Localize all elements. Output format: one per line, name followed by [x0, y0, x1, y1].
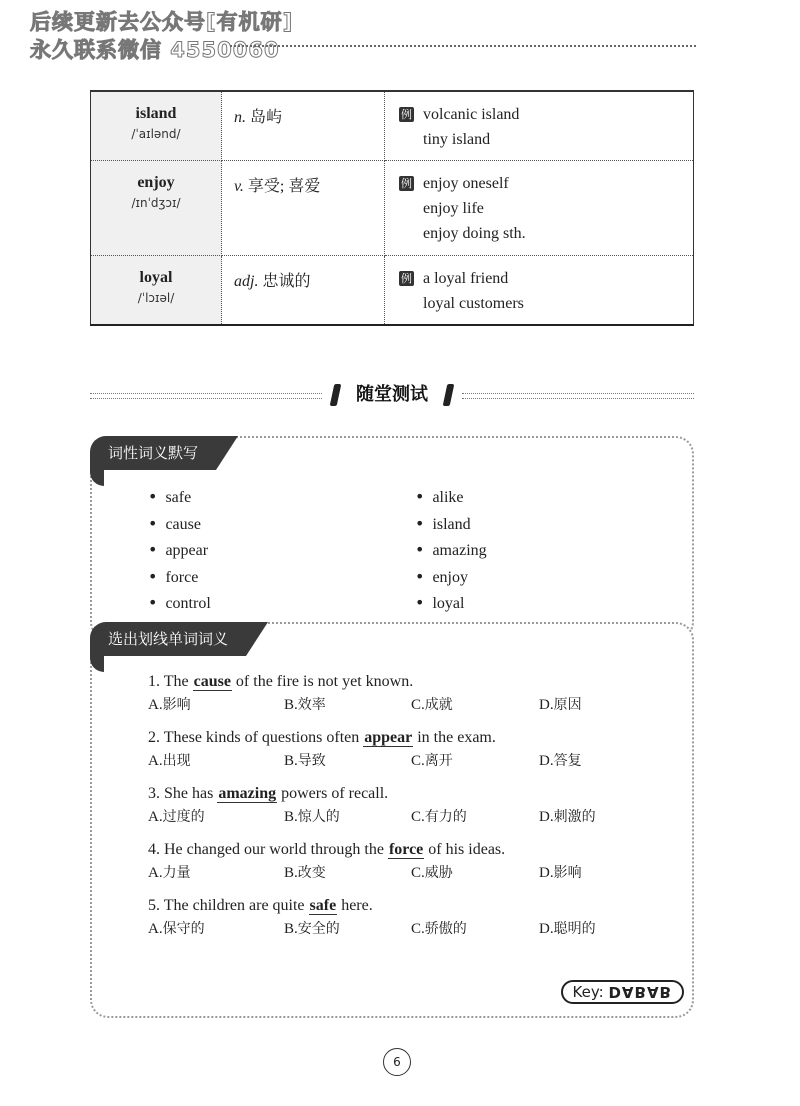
question: 5. The children are quite safe here. A.保守的 B.安全的 C.骄傲的 D.聪明的	[148, 895, 668, 941]
underlined-word: appear	[364, 729, 413, 746]
example: tiny island	[423, 131, 491, 148]
table-row	[91, 161, 694, 256]
examples-cell	[385, 161, 694, 256]
list-item: • force	[148, 564, 211, 591]
list-item: • alike	[415, 484, 487, 511]
list-item: • appear	[148, 537, 211, 564]
title-rule-right	[462, 393, 694, 399]
meaning-cell	[222, 256, 385, 326]
answer-key	[561, 980, 685, 1004]
meaning-cell	[222, 161, 385, 256]
list-item: • loyal	[415, 590, 487, 617]
option-c: C.威胁	[411, 865, 453, 881]
option-d: D.聪明的	[539, 921, 596, 937]
meaning: 岛屿	[250, 109, 283, 126]
watermark-line-2: 永久联系微信 4550060	[30, 38, 280, 62]
option-c: C.离开	[411, 753, 453, 769]
panel-tab: 选出划线单词词义	[90, 622, 246, 656]
option-d: D.刺激的	[539, 809, 596, 825]
examples-cell	[385, 91, 694, 161]
multiple-choice-panel	[90, 622, 694, 1018]
option-a: A.过度的	[148, 809, 205, 825]
underlined-word: force	[388, 841, 424, 858]
watermark	[30, 8, 293, 64]
option-c: C.有力的	[411, 809, 467, 825]
part-of-speech: v.	[234, 178, 244, 195]
list-item: • island	[415, 511, 487, 538]
phonetic: /ˈaɪlənd/	[131, 127, 181, 141]
question-list	[148, 671, 668, 951]
word: loyal	[139, 269, 173, 286]
list-item: • safe	[148, 484, 211, 511]
word-cell	[91, 256, 222, 326]
phonetic: /ˈlɔɪəl/	[137, 291, 175, 305]
option-b: B.惊人的	[284, 809, 340, 825]
meaning-cell	[222, 91, 385, 161]
meaning: 享受; 喜爱	[247, 178, 321, 195]
example-tag-icon: 例	[401, 272, 412, 285]
list-item: • control	[148, 590, 211, 617]
example: volcanic island	[423, 106, 520, 123]
example: a loyal friend	[423, 270, 509, 287]
word-list-right	[415, 484, 487, 617]
option-b: B.导致	[284, 753, 326, 769]
underlined-word: safe	[309, 897, 337, 914]
panel-tab: 词性词义默写	[90, 436, 216, 470]
question: 1. The cause of the fire is not yet known. A.影响 B.效率 C.成就 D.原因	[148, 671, 668, 717]
part-of-speech: adj.	[234, 273, 259, 290]
option-a: A.保守的	[148, 921, 205, 937]
header-rule	[230, 45, 696, 47]
examples-cell	[385, 256, 694, 326]
vocab-dictation-panel	[90, 436, 694, 640]
example: enjoy doing sth.	[423, 225, 526, 242]
list-item: • cause	[148, 511, 211, 538]
answer-key-value: DABAB	[608, 983, 672, 1001]
option-d: D.原因	[539, 697, 582, 713]
option-d: D.答复	[539, 753, 582, 769]
word-cell	[91, 161, 222, 256]
option-b: B.安全的	[284, 921, 340, 937]
table-row	[91, 256, 694, 326]
option-a: A.力量	[148, 865, 191, 881]
underlined-word: amazing	[218, 785, 277, 802]
meaning: 忠诚的	[262, 273, 311, 290]
option-c: C.成就	[411, 697, 453, 713]
question: 3. She has amazing powers of recall. A.过度的 B.惊人的 C.有力的 D.刺激的	[148, 783, 668, 829]
example: loyal customers	[423, 295, 524, 312]
example-tag-icon: 例	[401, 108, 412, 121]
vocab-table	[90, 90, 694, 326]
word-cell	[91, 91, 222, 161]
table-row	[91, 91, 694, 161]
option-a: A.出现	[148, 753, 191, 769]
phonetic: /ɪnˈdʒɔɪ/	[131, 196, 181, 210]
word-list-left	[148, 484, 211, 617]
section-title-bar	[90, 380, 694, 410]
option-a: A.影响	[148, 697, 191, 713]
page-number: 6	[383, 1048, 411, 1076]
watermark-line-1: 后续更新去公众号[有机研]	[30, 10, 294, 34]
answer-key-label: Key:	[572, 983, 604, 1001]
word: enjoy	[137, 174, 175, 191]
example: enjoy life	[423, 200, 484, 217]
question: 4. He changed our world through the force of his ideas. A.力量 B.改变 C.威胁 D.影响	[148, 839, 668, 885]
option-c: C.骄傲的	[411, 921, 467, 937]
list-item: • amazing	[415, 537, 487, 564]
option-b: B.改变	[284, 865, 326, 881]
section-title: 随堂测试	[332, 382, 452, 408]
part-of-speech: n.	[234, 109, 246, 126]
list-item: • enjoy	[415, 564, 487, 591]
word: island	[135, 105, 177, 122]
example-tag-icon: 例	[401, 177, 412, 190]
title-rule-left	[90, 393, 322, 399]
underlined-word: cause	[193, 673, 231, 690]
option-b: B.效率	[284, 697, 326, 713]
question: 2. These kinds of questions often appear in the exam. A.出现 B.导致 C.离开 D.答复	[148, 727, 668, 773]
option-d: D.影响	[539, 865, 582, 881]
example: enjoy oneself	[423, 175, 509, 192]
